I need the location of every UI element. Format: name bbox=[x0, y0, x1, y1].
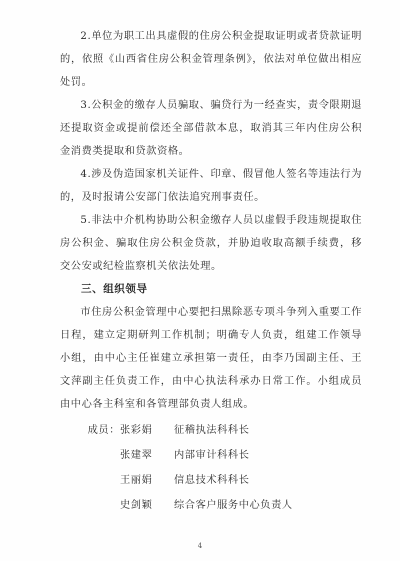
member-name: 史剑颖 bbox=[120, 500, 153, 511]
document-body bbox=[60, 25, 362, 518]
section-heading: 三、组织领导 bbox=[81, 283, 148, 295]
page-number: 4 bbox=[197, 542, 203, 550]
member-name: 张建翠 bbox=[120, 450, 153, 461]
member-list bbox=[60, 418, 362, 518]
member-title: 信息技术科科长 bbox=[174, 475, 250, 486]
member-row bbox=[60, 468, 362, 493]
member-name: 张彩娟 bbox=[120, 425, 153, 436]
paragraph-item-3: 3.公积金的缴存人员骗取、骗贷行为一经查实，责令限期退还提取资金或提前偿还全部借款本息，取消其三年内住房公积金消费类提取和贷款资格。 bbox=[60, 100, 362, 157]
section-body: 市住房公积金管理中心要把扫黑除恶专项斗争列入重要工作日程，建立定期研判工作机制；明确专人负责，组建工作领导小组，由中心主任崔建立承担第一责任，由李乃国副主任、王文萍副主任负责工作，由中心执法科承办日常工作。小组成员由中心各主科室和各管理部负责人组成。 bbox=[60, 307, 362, 410]
member-title: 内部审计科科长 bbox=[174, 450, 250, 461]
member-row bbox=[60, 493, 362, 518]
member-prefix: 成员： bbox=[87, 425, 120, 436]
member-row bbox=[60, 418, 362, 443]
paragraph-item-4: 4.涉及伪造国家机关证件、印章、假冒他人签名等违法行为的，及时报请公安部门依法追究刑事责任。 bbox=[60, 169, 362, 203]
paragraph-item-2: 2.单位为职工出具虚假的住房公积金提取证明或者贷款证明的，依照《山西省住房公积金管理条例》，依法对单位做出相应处罚。 bbox=[60, 31, 362, 88]
paragraph-item-5: 5.非法中介机构协助公积金缴存人员以虚假手段违规提取住房公积金、骗取住房公积金贷款，并胁迫收取高额手续费，移交公安或纪检监察机关依法处理。 bbox=[60, 215, 362, 272]
member-name: 王丽娟 bbox=[120, 475, 153, 486]
member-title: 综合客户服务中心负责人 bbox=[174, 500, 293, 511]
member-title: 征稽执法科科长 bbox=[174, 425, 250, 436]
member-row bbox=[60, 443, 362, 468]
